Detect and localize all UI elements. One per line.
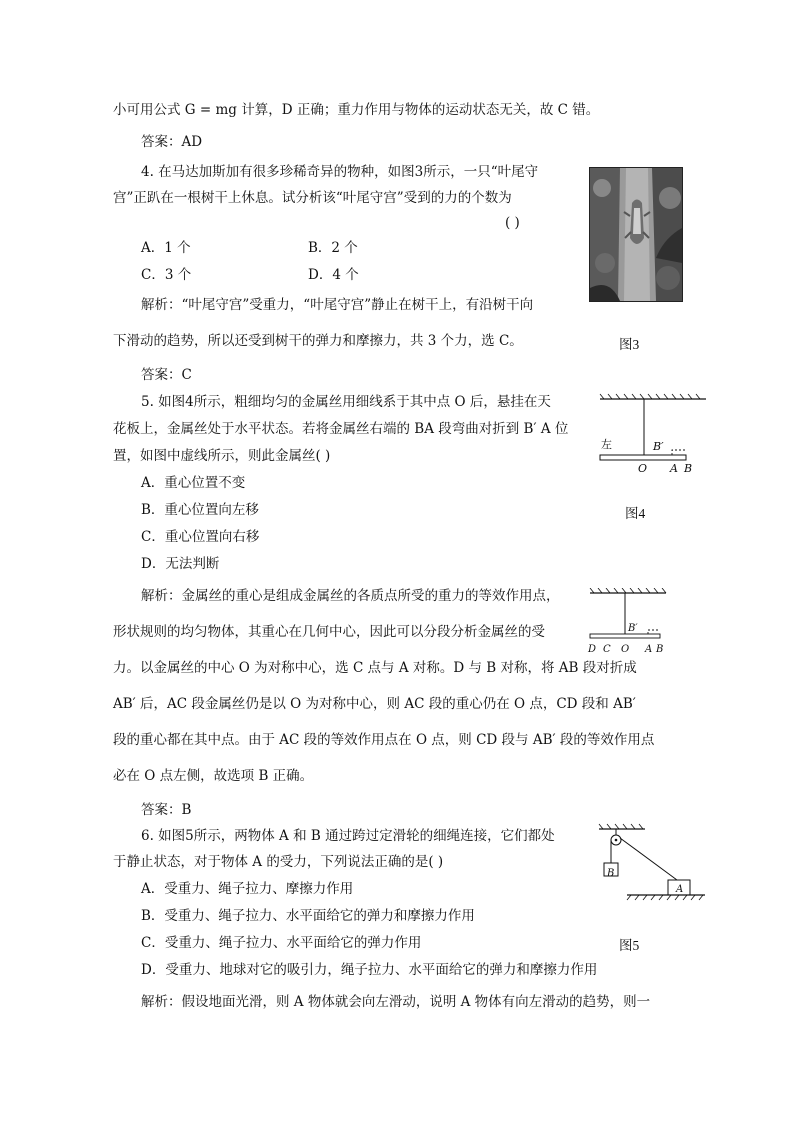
figure-4b-label-bprime: B′ [628,623,638,634]
line-26: 答案：B [141,802,192,818]
figure-3-caption: 图3 [619,337,640,352]
figure-4b-label-b: B [656,644,664,655]
line-21: 形状规则的均匀物体，其重心在几何中心，因此可以分段分析金属丝的受 [113,624,545,640]
line-17: B．重心位置向左移 [141,502,259,518]
line-12: 答案：C [141,367,192,383]
line-11: 下滑动的趋势，所以还受到树干的弹力和摩擦力，共 3 个力，选 C。 [113,333,523,349]
gecko-photo [589,167,683,302]
figure-4-label-a: A [670,462,678,475]
line-27: 6. 如图5所示，两物体 A 和 B 通过跨过定滑轮的细绳连接，它们都处 [141,828,555,844]
line-04: 宫”正趴在一根树干上休息。试分析该“叶尾守宫”受到的力的个数为 [113,190,512,206]
line-07: B．2 个 [308,240,358,256]
figure-4-label-bprime: B′ [653,440,664,453]
line-28: 于静止状态，对于物体 A 的受力，下列说法正确的是( ) [113,854,444,870]
line-16: A．重心位置不变 [141,475,246,491]
figure-5-label-b: B [607,868,615,879]
line-02: 答案：AD [141,134,203,150]
line-30: B．受重力、绳子拉力、水平面给它的弹力和摩擦力作用 [141,908,475,924]
line-09: D．4 个 [308,267,359,283]
figure-4b-label-c: C [603,644,611,655]
line-15: 置，如图中虚线所示，则此金属丝( ) [113,448,331,464]
figure-5-diagram [597,823,707,903]
line-24: 段的重心都在其中点。由于 AC 段的等效作用点在 O 点，则 CD 段与 AB′ 段的等效作用点 [113,732,655,748]
figure-4-label-left: 左 [601,438,612,451]
line-08: C．3 个 [141,267,192,283]
figure-4b-label-a: A [645,644,653,655]
line-19: D．无法判断 [141,556,220,572]
line-25: 必在 O 点左侧，故选项 B 正确。 [113,768,314,784]
line-05: ( ) [505,215,520,231]
line-03: 4. 在马达加斯加有很多珍稀奇异的物种，如图3所示，一只“叶尾守 [141,164,539,180]
line-23: AB′ 后，AC 段金属丝仍是以 O 为对称中心，则 AC 段的重心仍在 O 点，CD 段和 AB′ [113,696,636,712]
line-31: C．受重力、绳子拉力、水平面给它的弹力作用 [141,935,422,951]
line-20: 解析：金属丝的重心是组成金属丝的各质点所受的重力的等效作用点， [141,588,560,604]
figure-4-label-b: B [684,462,693,475]
figure-5-label-a: A [676,884,684,895]
line-18: C．重心位置向右移 [141,529,260,545]
figure-5-caption: 图5 [619,938,640,953]
line-32: D．受重力、地球对它的吸引力，绳子拉力、水平面给它的弹力和摩擦力作用 [141,962,598,978]
figure-4-label-o: O [638,462,648,475]
line-06: A．1 个 [141,240,191,256]
line-01: 小可用公式 G = mg 计算，D 正确；重力作用与物体的运动状态无关，故 C 错。 [113,102,600,118]
figure-4-caption: 图4 [625,506,646,521]
figure-4b-label-d: D [588,644,597,655]
line-33: 解析：假设地面光滑，则 A 物体就会向左滑动，说明 A 物体有向左滑动的趋势，则一 [141,994,651,1010]
line-29: A．受重力、绳子拉力、摩擦力作用 [141,881,354,897]
line-14: 花板上，金属丝处于水平状态。若将金属丝右端的 BA 段弯曲对折到 B′ A 位 [113,421,569,437]
line-10: 解析：“叶尾守宫”受重力，“叶尾守宫”静止在树干上，有沿树干向 [141,297,534,313]
line-22: 力。以金属丝的中心 O 为对称中心，选 C 点与 A 对称。D 与 B 对称，将 AB 段对折成 [113,660,637,676]
line-13: 5. 如图4所示，粗细均匀的金属丝用细线系于其中点 O 后，悬挂在天 [141,394,551,410]
figure-4b-label-o: O [621,644,630,655]
